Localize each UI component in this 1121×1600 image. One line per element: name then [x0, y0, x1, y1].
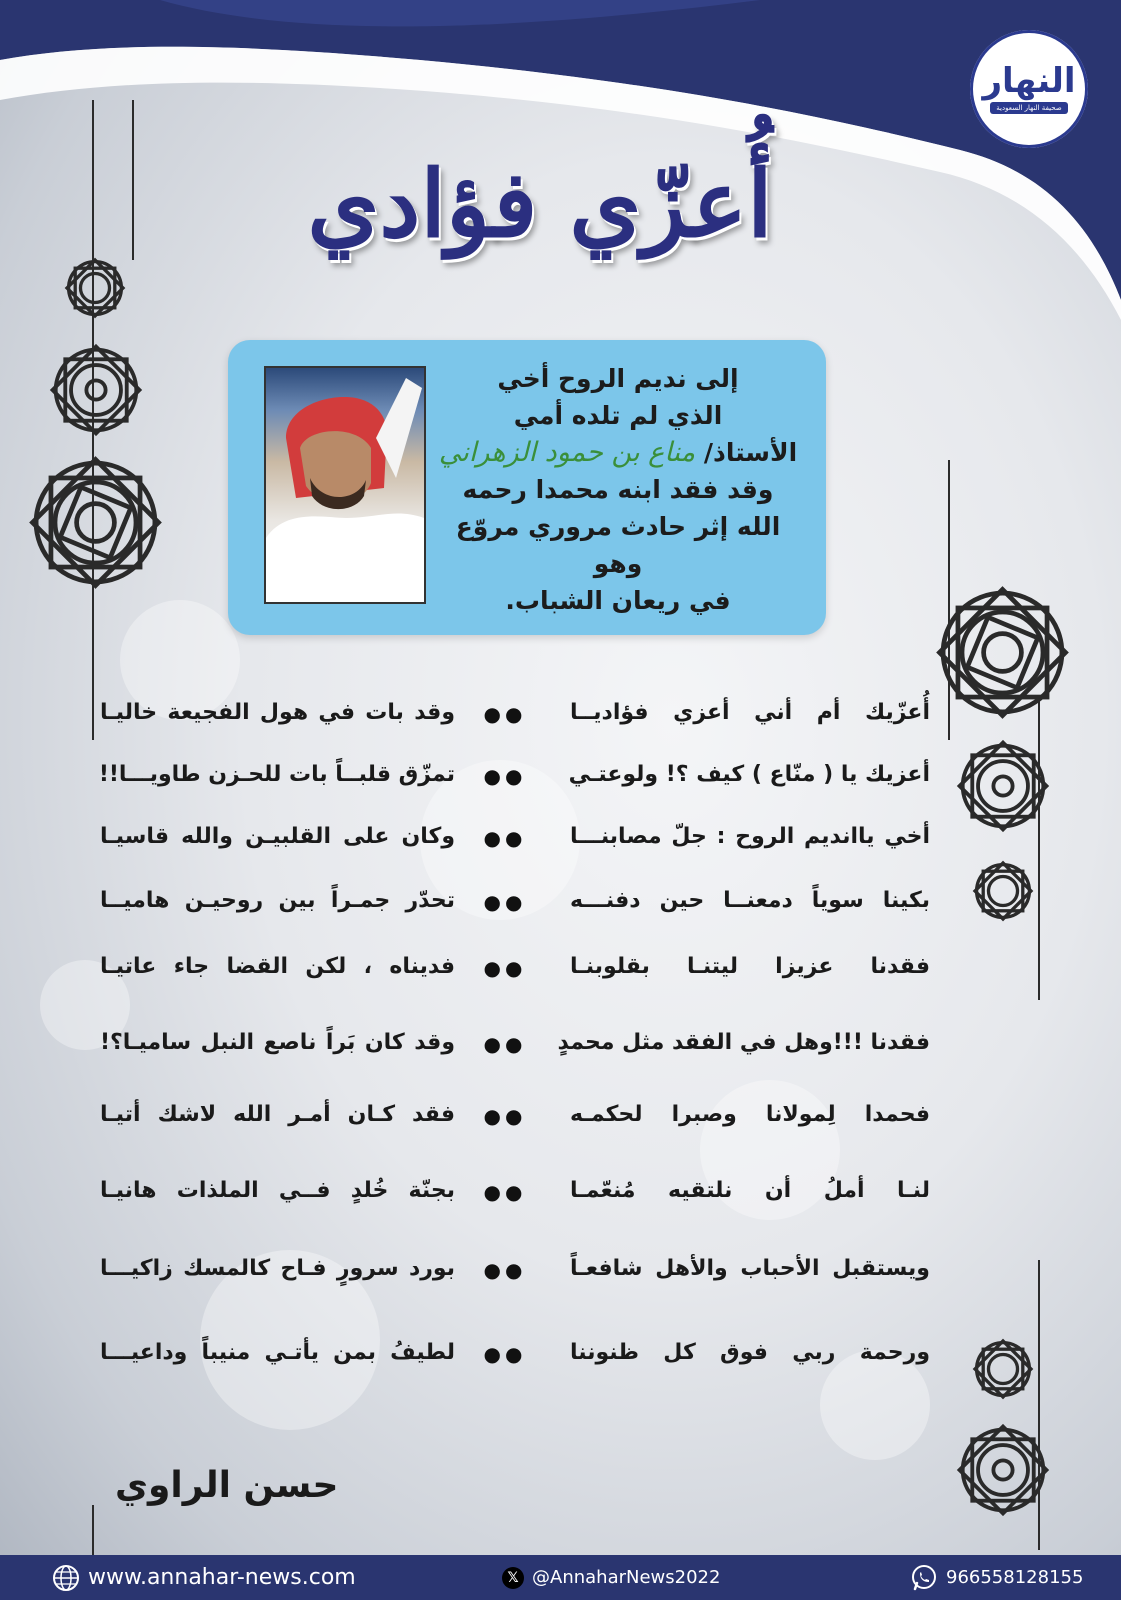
x-handle-text: @AnnaharNews2022 [532, 1567, 721, 1588]
left-divider-line [92, 1505, 94, 1555]
portrait-figure [266, 368, 424, 602]
verse-separator: ●● [483, 890, 527, 914]
logo-subtitle: صحيفة النهار السعودية [990, 102, 1067, 114]
poem-title: أُعزّي فؤادي [307, 150, 773, 258]
poem-verse [90, 762, 930, 812]
dedication-text [438, 360, 798, 619]
dedication-line: إلى نديم الروح أخي [497, 364, 739, 393]
verse-first-half: ويستقبل الأحباب والأهل شافعـاً [570, 1256, 930, 1281]
verse-second-half: بورد سرورٍ فـاح كالمسك زاكيـــا [100, 1256, 455, 1281]
portrait-photo [264, 366, 426, 604]
verse-first-half: فحمدا لِمولانا وصبرا لحكمـه [570, 1102, 930, 1127]
dedication-line: الله إثر حادث مروري مروّع وهو [455, 512, 781, 578]
verse-separator: ●● [483, 764, 527, 788]
verse-first-half: لنـا أملُ أن نلتقيه مُنعّمـا [570, 1178, 930, 1203]
verse-second-half: وقد بات في هول الفجيعة خاليـا [100, 700, 455, 725]
verse-second-half: تحدّر جمـراً بين روحيـن هاميــا [100, 888, 455, 913]
arabesque-ornament-icon [955, 738, 1051, 834]
poem-verse [90, 1256, 930, 1306]
poem-verse [90, 954, 930, 1004]
arabesque-ornament-icon [28, 455, 163, 590]
verse-first-half: بكينا سوياً دمعنــا حين دفنـــه [570, 888, 930, 913]
poet-name: حسن الراوي [115, 1465, 339, 1506]
whatsapp-icon [910, 1564, 938, 1592]
annahar-logo [970, 30, 1088, 148]
arabesque-ornament-icon [970, 1336, 1036, 1402]
verse-separator: ●● [483, 1104, 527, 1128]
phone-number: 966558128155 [946, 1567, 1084, 1588]
verse-separator: ●● [483, 1342, 527, 1366]
verse-second-half: وكان على القلبيـن والله قاسيـا [100, 824, 455, 849]
verse-first-half: أخي ياانديم الروح : جلّ مصابنـــا [570, 824, 930, 849]
dedication-teacher [438, 434, 798, 471]
poem-verse [90, 1030, 930, 1080]
arabesque-ornament-icon [970, 858, 1036, 924]
verse-first-half: ورحمة ربي فوق كل ظنوننا [570, 1340, 930, 1365]
website-url: www.annahar-news.com [88, 1565, 356, 1590]
verse-second-half: بجنّة خُلدٍ فــي الملذات هانيـا [100, 1178, 455, 1203]
verse-separator: ●● [483, 1180, 527, 1204]
verse-separator: ●● [483, 702, 527, 726]
verse-first-half: فقدنا !!!وهل في الفقد مثل محمدٍ [557, 1030, 930, 1055]
arabesque-ornament-icon [955, 1422, 1051, 1518]
poem-verse [90, 1102, 930, 1152]
footer-phone[interactable] [910, 1564, 1083, 1592]
dedication-line: وقد فقد ابنه محمدا رحمه [462, 475, 774, 504]
verse-separator: ●● [483, 1032, 527, 1056]
verse-first-half: أعزيك يا ( منّاع ) كيف ؟! ولوعتـي [568, 762, 930, 787]
globe-icon [52, 1564, 80, 1592]
arabesque-ornament-icon [48, 342, 144, 438]
dedication-box [228, 340, 826, 635]
verse-second-half: لطيفُ بمن يأتـي منيباً وداعيـــا [100, 1340, 455, 1365]
verse-first-half: أُعزّيك أم أني أعزي فؤاديــا [570, 700, 930, 725]
dedication-line: في ريعان الشباب. [505, 586, 731, 615]
verse-second-half: فديناه ، لكن القضا جاء عاتيـا [100, 954, 455, 979]
arabesque-ornament-icon [62, 255, 128, 321]
x-logo-icon: 𝕏 [502, 1567, 524, 1589]
verse-first-half: فقدنا عزيزا ليتنـا بقلوبنـا [570, 954, 930, 979]
logo-wordmark: النهار [982, 61, 1076, 101]
verse-second-half: وقد كان بَراً ناصع النبل ساميـا؟! [100, 1030, 455, 1055]
poem-verse [90, 1340, 930, 1390]
footer-bar [0, 1555, 1121, 1600]
poem-verse [90, 824, 930, 874]
verse-separator: ●● [483, 956, 527, 980]
footer-x-handle[interactable] [502, 1567, 720, 1589]
teacher-prefix: الأستاذ/ [703, 438, 798, 467]
footer-website[interactable] [52, 1564, 356, 1592]
poem-verse [90, 700, 930, 750]
verse-separator: ●● [483, 826, 527, 850]
arabesque-ornament-icon [935, 585, 1070, 720]
dedication-line: الذي لم تلده أمي [513, 401, 723, 430]
verse-separator: ●● [483, 1258, 527, 1282]
poem-verse [90, 1178, 930, 1228]
poem-verse [90, 888, 930, 938]
left-divider-line [132, 100, 134, 260]
teacher-name: مناع بن حمود الزهراني [438, 437, 696, 468]
verse-second-half: تمزّق قلبــاً بات للحـزن طاويـــا!! [98, 762, 455, 787]
verse-second-half: فقد كـان أمـر الله لاشك أتيـا [100, 1102, 455, 1127]
